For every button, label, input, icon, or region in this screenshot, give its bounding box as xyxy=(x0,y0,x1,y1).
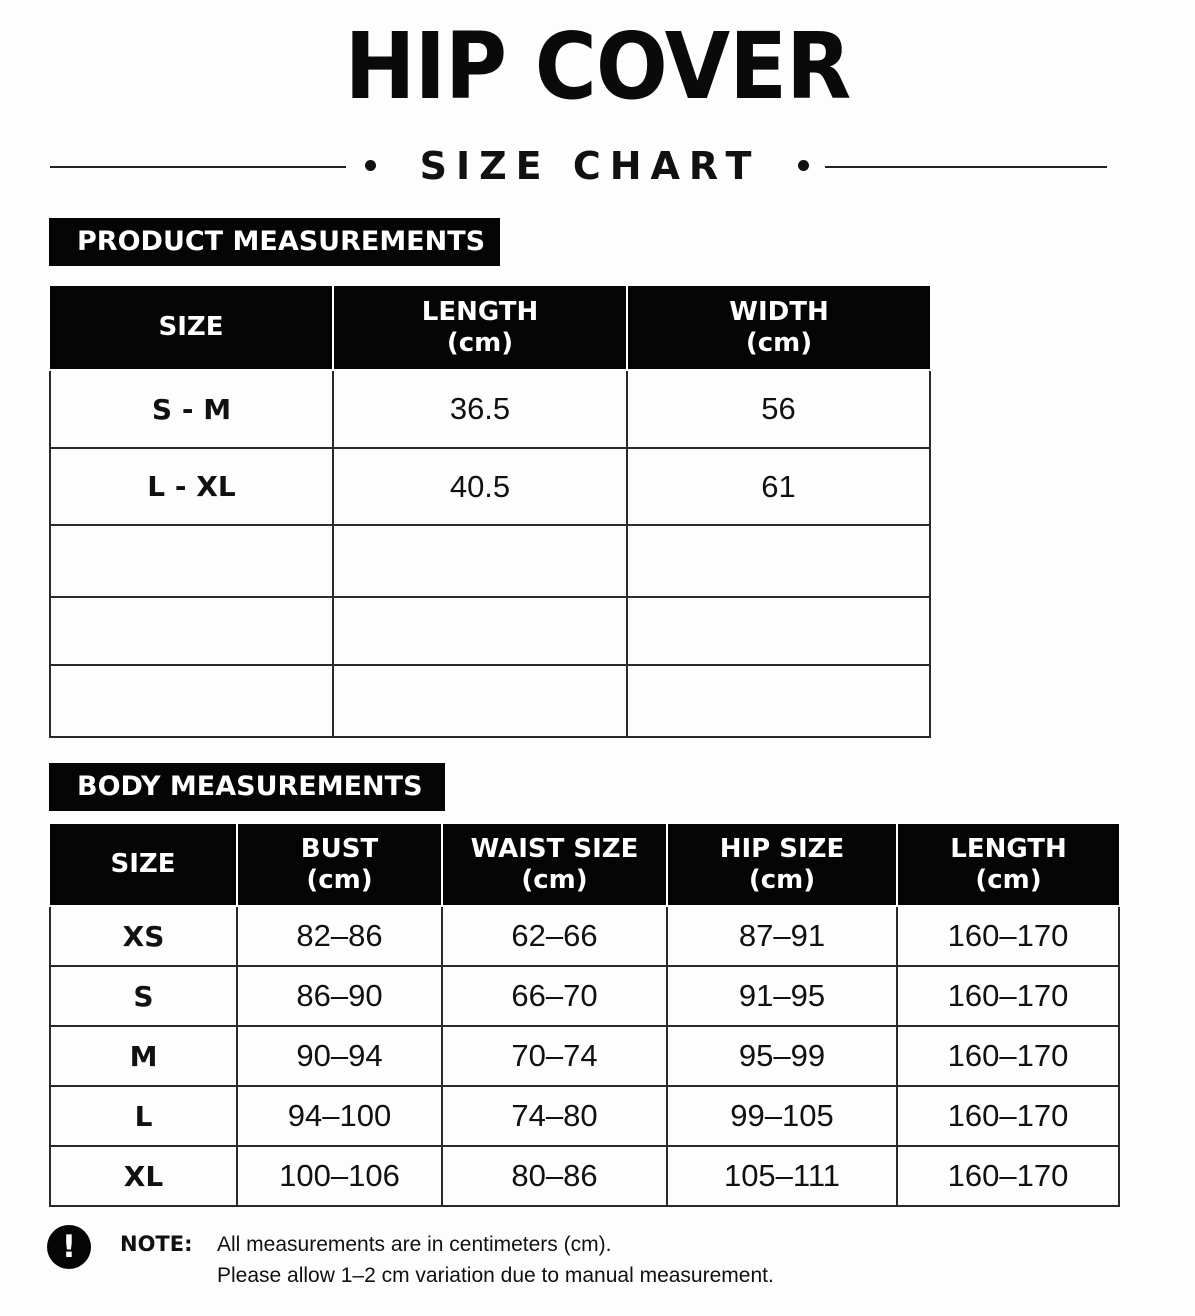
table-row xyxy=(50,1026,1119,1086)
length-cell xyxy=(333,525,627,597)
size-cell xyxy=(50,597,333,665)
column-header-label: LENGTH xyxy=(421,296,539,327)
width-cell: 61 xyxy=(627,448,930,525)
hip-cell: 99–105 xyxy=(667,1086,897,1146)
body-measurements-table xyxy=(49,824,1120,1207)
page-subtitle: SIZE CHART xyxy=(419,144,761,188)
divider-left xyxy=(50,166,346,168)
table-header-row xyxy=(50,286,930,370)
length-cell: 40.5 xyxy=(333,448,627,525)
exclamation-icon: ! xyxy=(47,1225,91,1269)
size-cell: M xyxy=(50,1026,237,1086)
column-header-unit: (cm) xyxy=(748,864,816,895)
table-row xyxy=(50,370,930,448)
length-cell: 160–170 xyxy=(897,1026,1119,1086)
size-cell: XS xyxy=(50,906,237,966)
width-cell xyxy=(627,665,930,737)
bust-cell: 94–100 xyxy=(237,1086,442,1146)
bullet-dot-right xyxy=(798,160,809,171)
column-header-unit: (cm) xyxy=(306,864,373,895)
waist-cell: 80–86 xyxy=(442,1146,667,1206)
column-header-unit: (cm) xyxy=(975,864,1042,895)
column-header-unit: (cm) xyxy=(745,327,813,358)
bust-cell: 90–94 xyxy=(237,1026,442,1086)
table-header-row xyxy=(50,824,1119,906)
body-section-label: BODY MEASUREMENTS xyxy=(49,763,445,811)
size-cell: S xyxy=(50,966,237,1026)
size-cell xyxy=(50,525,333,597)
table-row-empty xyxy=(50,597,930,665)
length-cell: 160–170 xyxy=(897,966,1119,1026)
subtitle-row xyxy=(0,140,1195,196)
table-row xyxy=(50,1086,1119,1146)
bust-cell: 82–86 xyxy=(237,906,442,966)
column-header-label: SIZE xyxy=(158,312,224,342)
page-title: HIP COVER xyxy=(344,13,851,120)
length-cell: 36.5 xyxy=(333,370,627,448)
column-header-unit: (cm) xyxy=(446,327,514,358)
product-section-label: PRODUCT MEASUREMENTS xyxy=(49,218,500,266)
hip-cell: 95–99 xyxy=(667,1026,897,1086)
table-row xyxy=(50,448,930,525)
length-cell xyxy=(333,665,627,737)
table-row-empty xyxy=(50,525,930,597)
column-header-label: HIP SIZE xyxy=(719,833,845,864)
waist-cell: 74–80 xyxy=(442,1086,667,1146)
waist-cell: 66–70 xyxy=(442,966,667,1026)
column-header xyxy=(237,824,442,906)
column-header xyxy=(50,286,333,370)
column-header-label: WAIST SIZE xyxy=(470,833,639,864)
column-header xyxy=(333,286,627,370)
bust-cell: 86–90 xyxy=(237,966,442,1026)
column-header-unit: (cm) xyxy=(521,864,588,895)
column-header-label: SIZE xyxy=(110,849,176,879)
size-cell: S - M xyxy=(50,370,333,448)
column-header xyxy=(897,824,1119,906)
note-label: NOTE: xyxy=(120,1232,193,1256)
waist-cell: 62–66 xyxy=(442,906,667,966)
table-row xyxy=(50,906,1119,966)
length-cell: 160–170 xyxy=(897,906,1119,966)
column-header-label: WIDTH xyxy=(729,296,829,327)
hip-cell: 105–111 xyxy=(667,1146,897,1206)
table-row xyxy=(50,1146,1119,1206)
product-measurements-table xyxy=(49,286,931,738)
column-header xyxy=(442,824,667,906)
hip-cell: 87–91 xyxy=(667,906,897,966)
size-cell xyxy=(50,665,333,737)
table-row-empty xyxy=(50,665,930,737)
table-row xyxy=(50,966,1119,1026)
note-text-line: All measurements are in centimeters (cm). xyxy=(217,1233,612,1256)
column-header-label: LENGTH xyxy=(950,833,1067,864)
bust-cell: 100–106 xyxy=(237,1146,442,1206)
size-cell: L - XL xyxy=(50,448,333,525)
length-cell: 160–170 xyxy=(897,1146,1119,1206)
column-header xyxy=(667,824,897,906)
width-cell xyxy=(627,597,930,665)
size-cell: L xyxy=(50,1086,237,1146)
length-cell xyxy=(333,597,627,665)
column-header xyxy=(50,824,237,906)
divider-right xyxy=(825,166,1107,168)
length-cell: 160–170 xyxy=(897,1086,1119,1146)
hip-cell: 91–95 xyxy=(667,966,897,1026)
width-cell: 56 xyxy=(627,370,930,448)
waist-cell: 70–74 xyxy=(442,1026,667,1086)
bullet-dot-left xyxy=(365,160,376,171)
width-cell xyxy=(627,525,930,597)
size-cell: XL xyxy=(50,1146,237,1206)
column-header-label: BUST xyxy=(300,833,379,864)
note-text-line: Please allow 1–2 cm variation due to manual measurement. xyxy=(217,1264,774,1287)
column-header xyxy=(627,286,930,370)
